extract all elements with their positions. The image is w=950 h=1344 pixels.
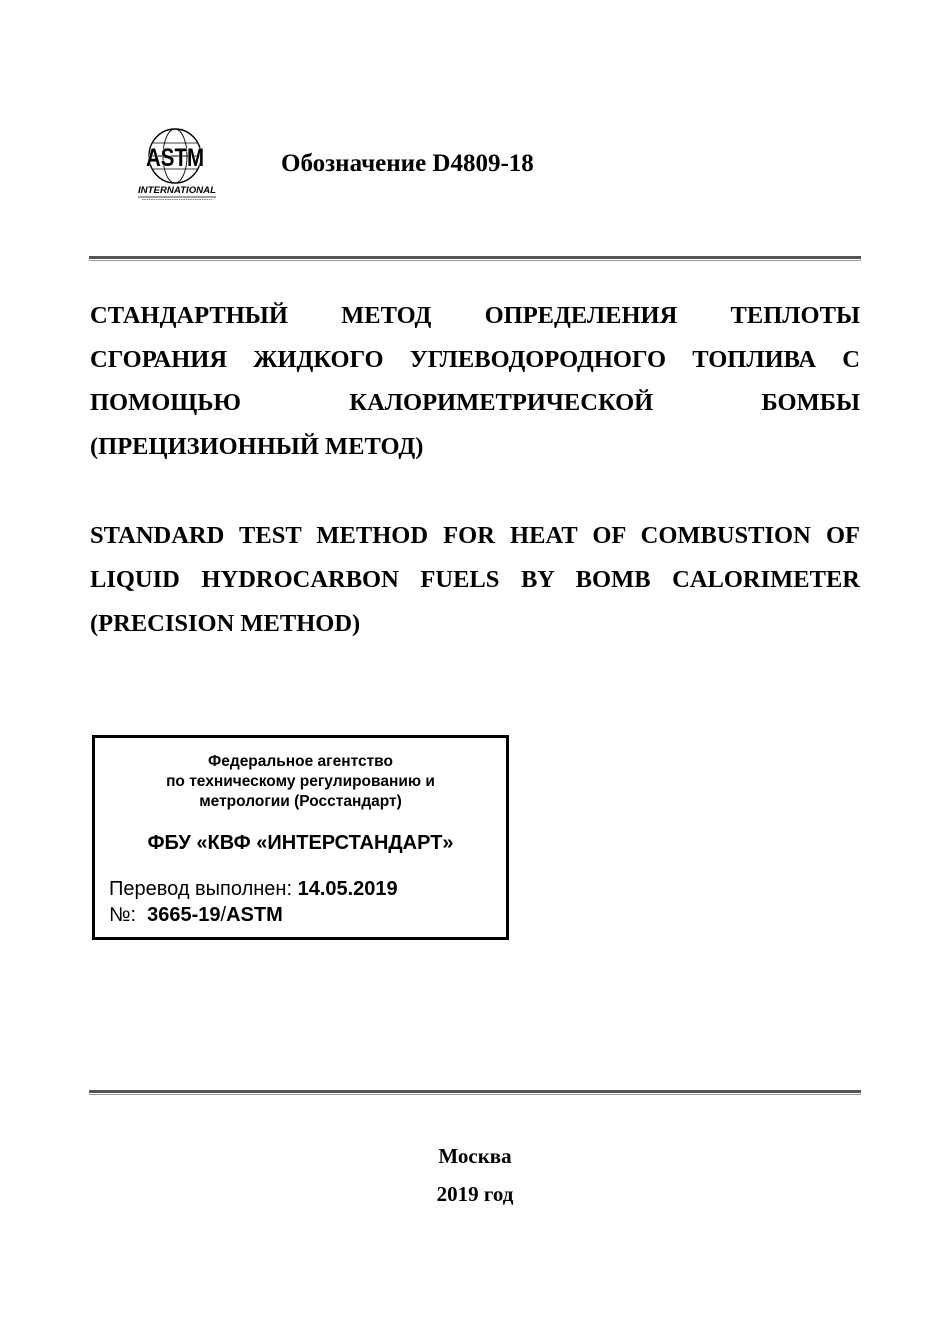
number-label: №: [109, 904, 137, 926]
astm-logo [134, 126, 220, 202]
title-russian: СТАНДАРТНЫЙ МЕТОД ОПРЕДЕЛЕНИЯ ТЕПЛОТЫ СГОРАНИЯ ЖИДКОГО УГЛЕВОДОРОДНОГО ТОПЛИВА С ПОМОЩЬЮ КАЛОРИМЕТРИЧЕСКОЙ БОМБЫ (ПРЕЦИЗИОННЫЙ МЕТОД) [90, 302, 860, 460]
number-value: 3665-19 [147, 904, 221, 926]
title-english: STANDARD TEST METHOD FOR HEAT OF COMBUSTION OF LIQUID HYDROCARBON FUELS BY BOMB CALORIMETER (PRECISION METHOD) [90, 522, 860, 637]
translated-label: Перевод выполнен: [109, 878, 293, 900]
translated-date: 14.05.2019 [297, 878, 398, 900]
bottom-divider [89, 1090, 861, 1096]
logo-wordmark: ASTM [146, 144, 204, 172]
stamp-agency-line: Федеральное агентство [208, 753, 393, 770]
number-separator: / [220, 904, 227, 926]
number-suffix: ASTM [226, 904, 283, 926]
publication-city: Москва [438, 1144, 512, 1168]
stamp-agency-line: по техническому регулированию и [166, 773, 435, 790]
publication-year: 2019 год [436, 1182, 514, 1206]
translation-stamp [92, 735, 509, 940]
document-designation: Обозначение D4809-18 [281, 150, 534, 177]
stamp-agency-line: метрологии (Росстандарт) [199, 793, 402, 810]
logo-subtitle: INTERNATIONAL [138, 185, 217, 196]
stamp-organization: ФБУ «КВФ «ИНТЕРСТАНДАРТ» [147, 832, 454, 854]
top-divider [89, 256, 861, 262]
stamp-translation-number [109, 904, 283, 927]
stamp-agency [95, 752, 506, 812]
stamp-translation-date [109, 878, 398, 901]
